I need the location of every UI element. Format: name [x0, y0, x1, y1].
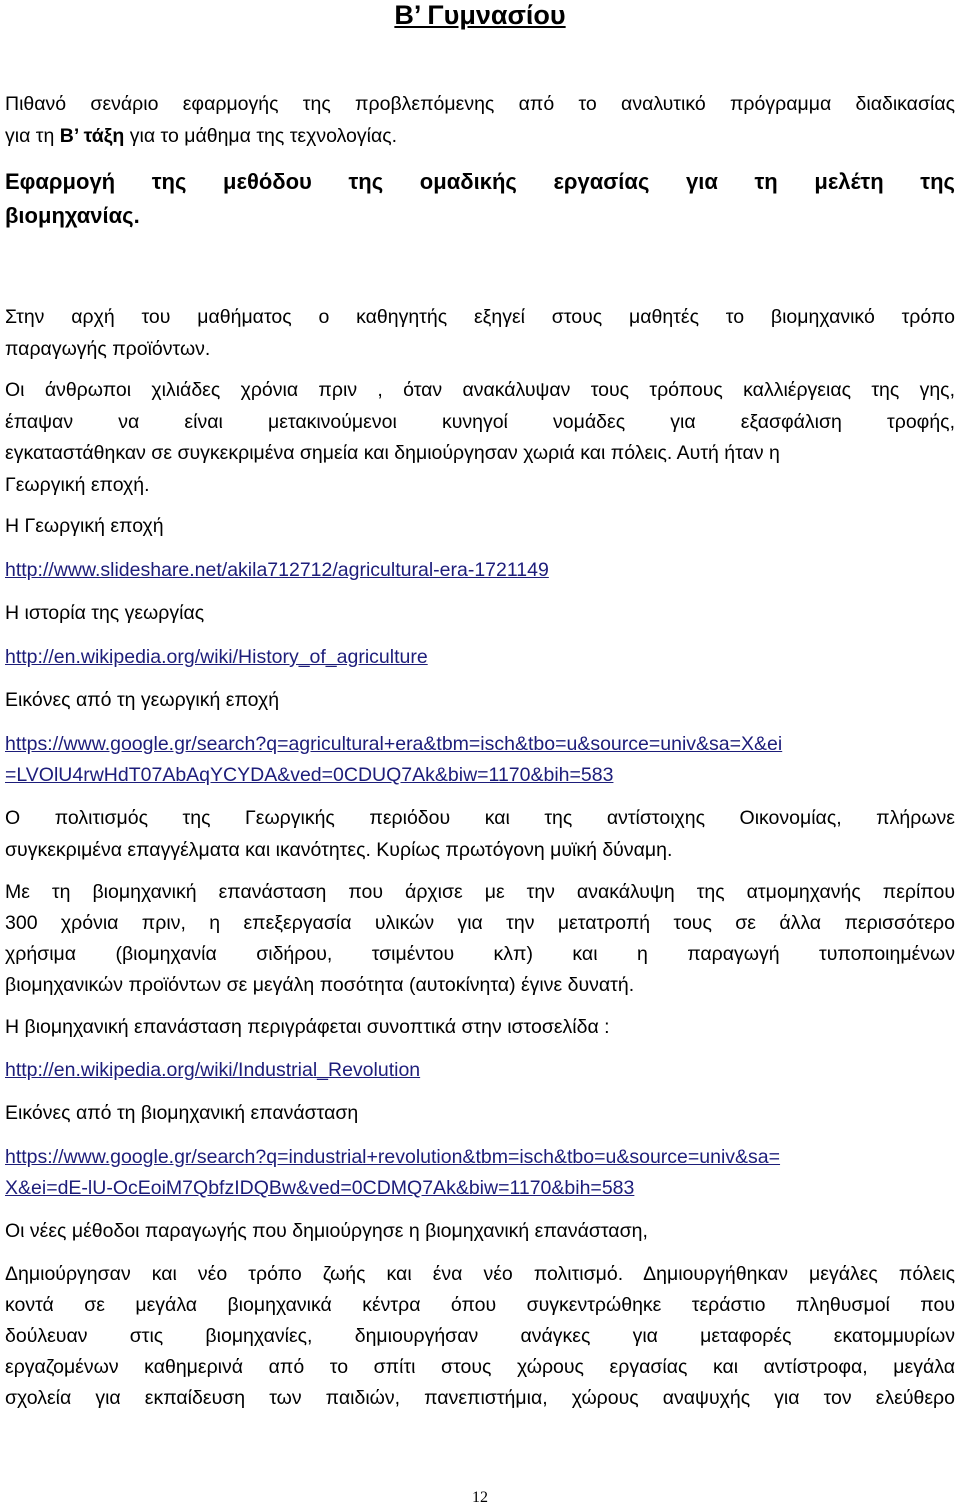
intro-line: [5, 124, 955, 148]
paragraph-line: Γεωργική εποχή.: [5, 474, 150, 496]
link-label: Η ιστορία της γεωργίας: [5, 602, 205, 624]
paragraph-line: σχολεία για εκπαίδευση των παιδιών, πανεπιστήμια, χώρους αναψυχής για τον ελεύθερο: [5, 1387, 955, 1409]
link-label: Εικόνες από τη βιομηχανική επανάσταση: [5, 1102, 359, 1124]
google-images-industrial-link[interactable]: X&ei=dE-lU-OcEoiM7QbfzIDQBw&ved=0CDMQ7Ak&biw=1170&bih=583: [5, 1177, 635, 1199]
paragraph-line: δούλευαν στις βιομηχανίες, δημιουργήσαν ανάγκες για μεταφορές εκατομμυρίων: [5, 1325, 955, 1347]
paragraph-line: Η βιομηχανική επανάσταση περιγράφεται συνοπτικά στην ιστοσελίδα :: [5, 1016, 610, 1038]
slideshare-link[interactable]: http://www.slideshare.net/akila712712/agricultural-era-1721149: [5, 559, 549, 581]
page-title: Β’ Γυμνασίου: [394, 0, 566, 30]
paragraph-line: παραγωγής προϊόντων.: [5, 338, 211, 360]
paragraph-line: 300 χρόνια πριν, η επεξεργασία υλικών για την μετατροπή τους σε άλλα περισσότερο: [5, 912, 955, 934]
wikipedia-agriculture-link[interactable]: http://en.wikipedia.org/wiki/History_of_agriculture: [5, 646, 428, 668]
paragraph-line: βιομηχανικών προϊόντων σε μεγάλη ποσότητα (αυτοκίνητα) έγινε δυνατή.: [5, 974, 635, 996]
intro-line: Πιθανό σενάριο εφαρμογής της προβλεπόμενης από το αναλυτικό πρόγραμμα διαδικασίας: [5, 93, 955, 115]
paragraph-line: Δημιούργησαν και νέο τρόπο ζωής και ένα νέο πολιτισμό. Δημιουργήθηκαν μεγάλες πόλεις: [5, 1263, 955, 1285]
grade-label: Β’ τάξη: [59, 125, 125, 147]
paragraph-line: Οι άνθρωποι χιλιάδες χρόνια πριν , όταν ανακάλυψαν τους τρόπους καλλιέργειας της γης,: [5, 379, 955, 401]
intro-text: για το μάθημα της τεχνολογίας.: [124, 125, 398, 147]
page-number: 12: [472, 1489, 488, 1506]
paragraph-line: εγκαταστάθηκαν σε συγκεκριμένα σημεία και δημιούργησαν χωριά και πόλεις. Αυτή ήταν η: [5, 442, 780, 464]
paragraph-line: εργαζομένων καθημερινά από το σπίτι στους χώρους εργασίας και αντίστροφα, μεγάλα: [5, 1356, 955, 1378]
wikipedia-industrial-link[interactable]: http://en.wikipedia.org/wiki/Industrial_Revolution: [5, 1059, 421, 1081]
paragraph-line: Οι νέες μέθοδοι παραγωγής που δημιούργησε η βιομηχανική επανάσταση,: [5, 1220, 648, 1242]
section-heading: Εφαρμογή της μεθόδου της ομαδικής εργασίας για τη μελέτη της: [5, 170, 955, 194]
link-label: Εικόνες από τη γεωργική εποχή: [5, 689, 280, 711]
paragraph-line: συγκεκριμένα επαγγέλματα και ικανότητες. Κυρίως πρωτόγονη μυϊκή δύναμη.: [5, 839, 673, 861]
google-images-industrial-link[interactable]: https://www.google.gr/search?q=industrial+revolution&tbm=isch&tbo=u&source=univ&sa=: [5, 1146, 781, 1168]
paragraph-line: χρήσιμα (βιομηχανία σιδήρου, τσιμέντου κλπ) και η παραγωγή τυποποιημένων: [5, 943, 955, 965]
paragraph-line: Με τη βιομηχανική επανάσταση που άρχισε με την ανακάλυψη της ατμομηχανής περίπου: [5, 881, 955, 903]
paragraph-line: Ο πολιτισμός της Γεωργικής περιόδου και της αντίστοιχης Οικονομίας, πλήρωνε: [5, 807, 955, 829]
intro-text: για τη: [5, 125, 60, 147]
paragraph-line: Στην αρχή του μαθήματος ο καθηγητής εξηγεί στους μαθητές το βιομηχανικό τρόπο: [5, 306, 955, 328]
paragraph-line: κοντά σε μεγάλα βιομηχανικά κέντρα όπου συγκεντρώθηκε τεράστιο πληθυσμοί που: [5, 1294, 955, 1316]
section-heading: βιομηχανίας.: [5, 204, 140, 228]
google-images-agriculture-link[interactable]: =LVOlU4rwHdT07AbAqYCYDA&ved=0CDUQ7Ak&biw=1170&bih=583: [5, 764, 614, 786]
google-images-agriculture-link[interactable]: https://www.google.gr/search?q=agricultural+era&tbm=isch&tbo=u&source=univ&sa=X&ei: [5, 733, 783, 755]
link-label: Η Γεωργική εποχή: [5, 515, 164, 537]
paragraph-line: έπαψαν να είναι μετακινούμενοι κυνηγοί νομάδες για εξασφάλιση τροφής,: [5, 411, 955, 433]
